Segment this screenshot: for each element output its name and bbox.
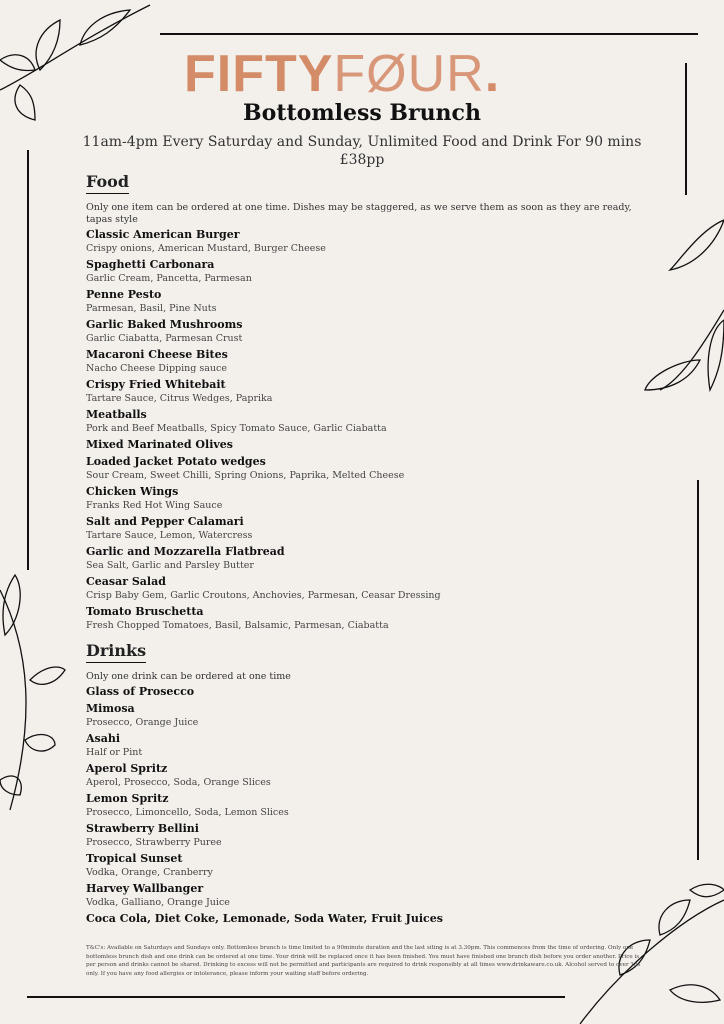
item-name: Strawberry Bellini <box>86 822 199 835</box>
item-description: Parmesan, Basil, Pine Nuts <box>86 303 217 314</box>
item-name: Crispy Fried Whitebait <box>86 378 226 391</box>
item-name: Aperol Spritz <box>86 762 168 775</box>
item-name: Classic American Burger <box>86 228 240 241</box>
item-description: Sour Cream, Sweet Chilli, Spring Onions, Paprika, Melted Cheese <box>86 470 405 481</box>
price-text: £38pp <box>339 152 385 168</box>
item-name: Salt and Pepper Calamari <box>86 515 244 528</box>
item-description: Prosecco, Orange Juice <box>86 717 199 728</box>
item-name: Spaghetti Carbonara <box>86 258 215 271</box>
menu-item <box>86 545 646 572</box>
menu-item <box>86 438 646 452</box>
menu-item <box>86 685 646 699</box>
menu-item <box>86 762 646 789</box>
leaf-branch-icon <box>640 210 724 450</box>
item-description: Franks Red Hot Wing Sauce <box>86 500 223 511</box>
menu-item <box>86 515 646 542</box>
right-border-mid <box>697 480 699 860</box>
item-name: Macaroni Cheese Bites <box>86 348 228 361</box>
menu-content <box>86 172 646 929</box>
item-name: Meatballs <box>86 408 147 421</box>
item-description: Vodka, Orange, Cranberry <box>86 867 213 878</box>
item-name: Chicken Wings <box>86 485 179 498</box>
leaf-branch-icon <box>0 570 70 820</box>
item-description: Crispy onions, American Mustard, Burger Cheese <box>86 243 326 254</box>
drinks-heading: Drinks <box>86 641 146 663</box>
item-name: Garlic Baked Mushrooms <box>86 318 243 331</box>
item-name: Mixed Marinated Olives <box>86 438 233 451</box>
item-name: Mimosa <box>86 702 135 715</box>
page-title: Bottomless Brunch <box>243 100 481 126</box>
menu-item <box>86 485 646 512</box>
item-name: Penne Pesto <box>86 288 162 301</box>
top-border <box>160 33 698 35</box>
menu-item <box>86 702 646 729</box>
food-list <box>86 228 646 632</box>
item-description: Prosecco, Strawberry Puree <box>86 837 222 848</box>
menu-item <box>86 882 646 909</box>
menu-item <box>86 288 646 315</box>
menu-item <box>86 258 646 285</box>
brand-logo: FIFTYFØUR. <box>184 45 501 103</box>
menu-item <box>86 852 646 879</box>
menu-item <box>86 575 646 602</box>
item-name: Coca Cola, Diet Coke, Lemonade, Soda Water, Fruit Juices <box>86 912 443 925</box>
item-description: Half or Pint <box>86 747 143 758</box>
item-description: Garlic Cream, Pancetta, Parmesan <box>86 273 252 284</box>
menu-item <box>86 605 646 632</box>
item-description: Fresh Chopped Tomatoes, Basil, Balsamic, Parmesan, Ciabatta <box>86 620 389 631</box>
drinks-list <box>86 685 646 926</box>
menu-item <box>86 732 646 759</box>
menu-item <box>86 408 646 435</box>
subtitle <box>0 133 724 169</box>
item-name: Garlic and Mozzarella Flatbread <box>86 545 285 558</box>
menu-item <box>86 792 646 819</box>
item-description: Prosecco, Limoncello, Soda, Lemon Slices <box>86 807 289 818</box>
item-name: Ceasar Salad <box>86 575 166 588</box>
menu-item <box>86 822 646 849</box>
menu-item <box>86 912 646 926</box>
item-description: Aperol, Prosecco, Soda, Orange Slices <box>86 777 271 788</box>
menu-item <box>86 378 646 405</box>
menu-item <box>86 455 646 482</box>
item-description: Tartare Sauce, Citrus Wedges, Paprika <box>86 393 273 404</box>
item-description: Nacho Cheese Dipping sauce <box>86 363 227 374</box>
menu-item <box>86 318 646 345</box>
hours-text: 11am-4pm Every Saturday and Sunday, Unlimited Food and Drink For 90 mins <box>82 134 642 150</box>
item-name: Loaded Jacket Potato wedges <box>86 455 266 468</box>
left-border <box>27 150 29 570</box>
item-name: Asahi <box>86 732 121 745</box>
right-border-top <box>685 63 687 195</box>
item-name: Glass of Prosecco <box>86 685 195 698</box>
food-note: Only one item can be ordered at one time. Dishes may be staggered, as we serve them as soon as they are ready, tapas style <box>86 202 632 225</box>
item-name: Tomato Bruschetta <box>86 605 204 618</box>
bottom-border <box>27 996 565 998</box>
item-name: Lemon Spritz <box>86 792 169 805</box>
food-heading: Food <box>86 172 129 194</box>
item-description: Crisp Baby Gem, Garlic Croutons, Anchovies, Parmesan, Ceasar Dressing <box>86 590 441 601</box>
menu-item <box>86 228 646 255</box>
item-name: Tropical Sunset <box>86 852 183 865</box>
item-description: Tartare Sauce, Lemon, Watercress <box>86 530 253 541</box>
item-description: Vodka, Galliano, Orange Juice <box>86 897 230 908</box>
drinks-note: Only one drink can be ordered at one time <box>86 671 291 682</box>
item-description: Pork and Beef Meatballs, Spicy Tomato Sauce, Garlic Ciabatta <box>86 423 387 434</box>
item-name: Harvey Wallbanger <box>86 882 204 895</box>
terms-and-conditions: T&C's: Available on Saturdays and Sundays only. Bottomless brunch is time limited to a 90minute duration and the last siting is at 3.30pm. This commences from the time of ordering. Only one bottomless brunch dish and one drink can be ordered at one time. Your drink will be replaced once it has been finished. You must have finished one brunch dish before you order another. Price is per person and drinks cannot be shared. Drinking to excess will not be permitted and participants are required to drink responsibly at all times www.drinkaware.co.uk. Alcohol served to over 18s only. If you have any food allergies or intolerance, please inform your waiting staff before ordering. <box>86 945 641 977</box>
menu-item <box>86 348 646 375</box>
item-description: Garlic Ciabatta, Parmesan Crust <box>86 333 243 344</box>
item-description: Sea Salt, Garlic and Parsley Butter <box>86 560 254 571</box>
